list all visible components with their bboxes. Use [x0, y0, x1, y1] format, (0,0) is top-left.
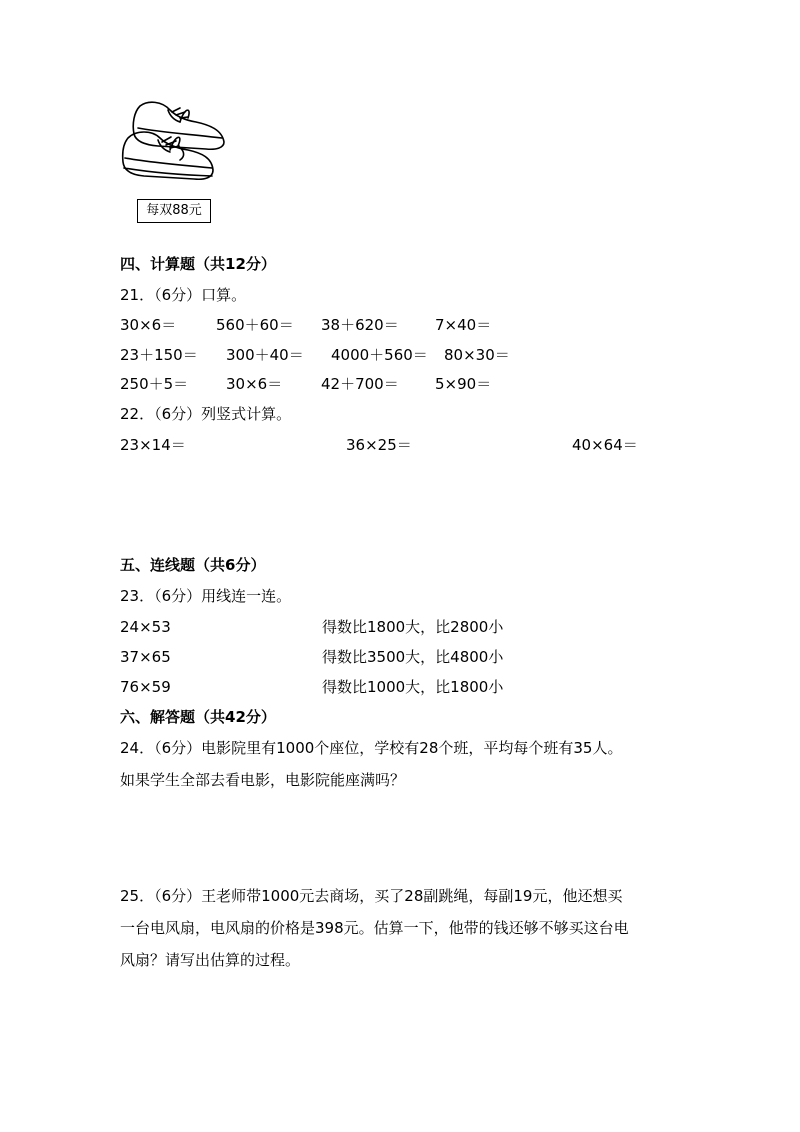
question-25-line: 25．（6分）王老师带1000元去商场，买了28副跳绳，每副19元，他还想买	[120, 887, 623, 905]
question-24-line: 24．（6分）电影院里有1000个座位，学校有28个班，平均每个班有35人。	[120, 739, 623, 757]
vertical-calc-item: 23×14＝	[120, 436, 186, 454]
question-25-line: 一台电风扇，电风扇的价格是398元。估算一下，他带的钱还够不够买这台电	[120, 919, 629, 937]
price-tag: 每双88元	[137, 199, 211, 223]
calc-item: 5×90＝	[435, 375, 492, 393]
question-24-line: 如果学生全部去看电影，电影院能座满吗？	[120, 771, 406, 789]
calc-item: 4000＋560＝	[331, 346, 428, 364]
calc-item: 42＋700＝	[321, 375, 399, 393]
calc-item: 250＋5＝	[120, 375, 189, 393]
calc-item: 23＋150＝	[120, 346, 198, 364]
calc-item: 7×40＝	[435, 316, 492, 334]
vertical-calc-item: 40×64＝	[572, 436, 638, 454]
calc-item: 560＋60＝	[216, 316, 294, 334]
question-22-title: 22．（6分）列竖式计算。	[120, 405, 292, 423]
section-4-title: 四、计算题（共12分）	[120, 255, 276, 273]
question-23-title: 23．（6分）用线连一连。	[120, 587, 292, 605]
question-21-title: 21．（6分）口算。	[120, 286, 247, 304]
vertical-calc-item: 36×25＝	[346, 436, 412, 454]
calc-item: 30×6＝	[120, 316, 177, 334]
match-right-item: 得数比3500大，比4800小	[322, 648, 504, 666]
match-right-item: 得数比1800大，比2800小	[322, 618, 504, 636]
section-6-title: 六、解答题（共42分）	[120, 708, 276, 726]
calc-item: 30×6＝	[226, 375, 283, 393]
match-left-item: 37×65	[120, 648, 171, 666]
match-left-item: 76×59	[120, 678, 171, 696]
shoes-illustration	[118, 98, 228, 190]
calc-item: 300＋40＝	[226, 346, 304, 364]
calc-item: 38＋620＝	[321, 316, 399, 334]
match-right-item: 得数比1000大，比1800小	[322, 678, 504, 696]
section-5-title: 五、连线题（共6分）	[120, 556, 266, 574]
question-25-line: 风扇？请写出估算的过程。	[120, 951, 301, 969]
match-left-item: 24×53	[120, 618, 171, 636]
calc-item: 80×30＝	[444, 346, 510, 364]
